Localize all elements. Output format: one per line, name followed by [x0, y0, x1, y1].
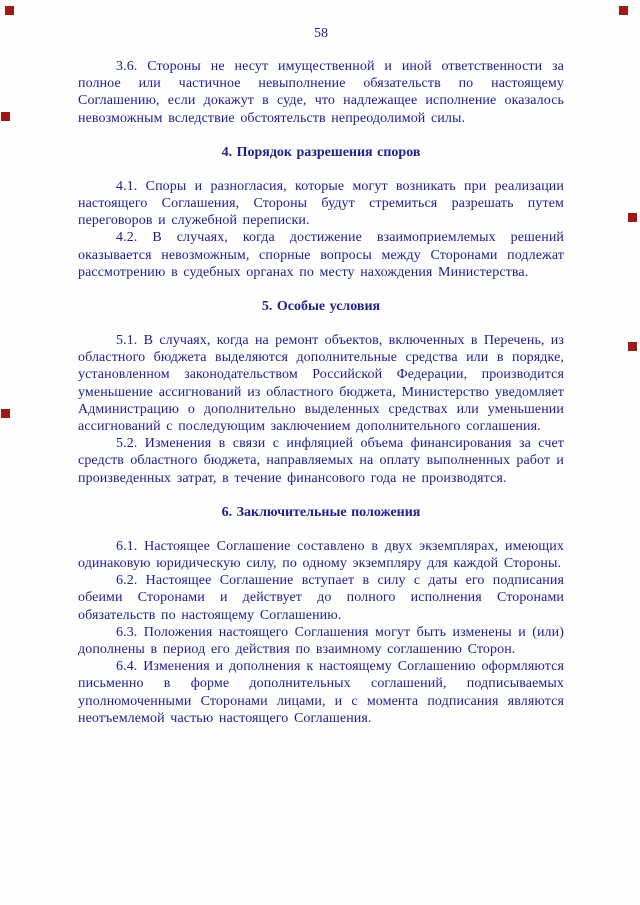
- red-stamp-mark: [5, 6, 14, 15]
- paragraph-6-2: 6.2. Настоящее Соглашение вступает в силу с даты его подписания обеими Сторонами и действует до полного исполнения Сторонами обязательств по настоящему Соглашению.: [78, 573, 564, 623]
- heading-section-5: 5. Особые условия: [261, 299, 381, 315]
- paragraph-4-2: 4.2. В случаях, когда достижение взаимоприемлемых решений оказывается невозможным, спорные вопросы между Сторонами подлежат рассмотрению в судебных органах по месту нахождения Министерства.: [78, 230, 564, 280]
- red-stamp-mark: [1, 112, 10, 121]
- paragraph-4-1: 4.1. Споры и разногласия, которые могут возникать при реализации настоящего Соглашения, Стороны будут стремиться разрешать путем переговоров и служебной переписки.: [78, 178, 564, 229]
- paragraph-5-2: 5.2. Изменения в связи с инфляцией объема финансирования за счет средств областного бюджета, направляемых на оплату выполненных работ и произведенных затрат, в течение финансового года не производятся.: [78, 436, 564, 486]
- page-number: 58: [314, 26, 328, 41]
- paragraph-6-3: 6.3. Положения настоящего Соглашения могут быть изменены и (или) дополнены в период его действия по взаимному соглашению Сторон.: [78, 624, 564, 658]
- paragraph-6-4: 6.4. Изменения и дополнения к настоящему Соглашению оформляются письменно в форме дополнительных соглашений, подписываемых уполномоченными Сторонами лицами, и с момента подписания являются неотъемлемой частью настоящего Соглашения.: [78, 659, 564, 726]
- paragraph-5-1: 5.1. В случаях, когда на ремонт объектов, включенных в Перечень, из областного бюджета выделяются дополнительные средства или в порядке, установленном законодательством Российской Федерации, производится уменьшение ассигнований из областного бюджета, Министерство уведомляет Администрацию о дополнительно выделенных средствах или уменьшении ассигнований с последующим заключением дополнительного соглашения.: [78, 333, 564, 435]
- red-stamp-mark: [1, 409, 10, 418]
- red-stamp-mark: [628, 213, 637, 222]
- paragraph-3-6: 3.6. Стороны не несут имущественной и иной ответственности за полное или частичное невыполнение обязательств по настоящему Соглашению, если докажут в суде, что надлежащее исполнение оказалось невозможным вследствие обстоятельств непреодолимой силы.: [78, 59, 564, 126]
- paragraph-6-1: 6.1. Настоящее Соглашение составлено в двух экземплярах, имеющих одинаковую юридическую силу, по одному экземпляру для каждой Стороны.: [78, 538, 564, 572]
- red-stamp-mark: [619, 6, 628, 15]
- red-stamp-mark: [628, 342, 637, 351]
- heading-section-6: 6. Заключительные положения: [221, 504, 421, 520]
- heading-section-4: 4. Порядок разрешения споров: [221, 144, 421, 160]
